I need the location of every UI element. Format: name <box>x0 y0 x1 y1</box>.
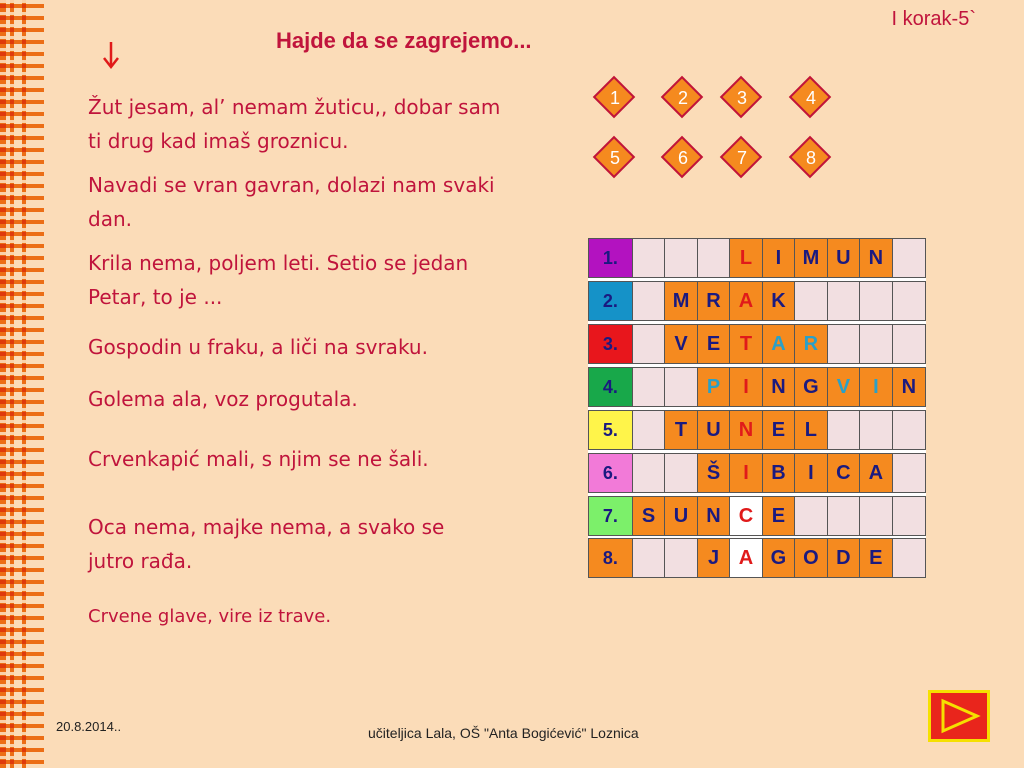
crossword-cell <box>893 411 925 449</box>
nav-button-4[interactable] <box>789 76 833 120</box>
crossword-row-number: 3. <box>589 325 633 363</box>
nav-button-label: 5 <box>609 147 620 168</box>
crossword-cell: E <box>763 411 795 449</box>
crossword-cell: A <box>763 325 795 363</box>
crossword-row-number: 1. <box>589 239 633 277</box>
crossword-cell: L <box>795 411 827 449</box>
crossword-row-6 <box>588 453 926 493</box>
step-label: I korak-5` <box>891 8 976 30</box>
crossword-cell: I <box>730 454 762 492</box>
crossword-cell: A <box>730 282 762 320</box>
crossword-cell: I <box>763 239 795 277</box>
crossword-cell <box>828 411 860 449</box>
nav-button-6[interactable] <box>661 136 705 180</box>
crossword-row-1 <box>588 238 926 278</box>
crossword-cell: N <box>860 239 892 277</box>
crossword-cell: M <box>665 282 697 320</box>
crossword-cell: A <box>860 454 892 492</box>
crossword-cell: R <box>698 282 730 320</box>
crossword-cell: N <box>730 411 762 449</box>
nav-button-1[interactable] <box>593 76 637 120</box>
crossword-cell: L <box>730 239 762 277</box>
crossword-cell: R <box>795 325 827 363</box>
crossword-cell: U <box>665 497 697 535</box>
next-button[interactable] <box>928 690 990 742</box>
crossword-cell <box>698 239 730 277</box>
crossword-row-3 <box>588 324 926 364</box>
nav-button-7[interactable] <box>720 136 764 180</box>
crossword-row-number: 8. <box>589 539 633 577</box>
page-title: Hajde da se zagrejemo... <box>276 28 532 53</box>
crossword-cell: N <box>893 368 925 406</box>
crossword-cell: E <box>860 539 892 577</box>
riddle-6: Crvenkapić mali, s njim se ne šali. <box>88 447 429 471</box>
crossword-row-number: 5. <box>589 411 633 449</box>
nav-button-3[interactable] <box>720 76 764 120</box>
crossword-cell: T <box>665 411 697 449</box>
crossword-row-7 <box>588 496 926 536</box>
crossword-row-2 <box>588 281 926 321</box>
crossword-cell <box>633 368 665 406</box>
crossword-cell <box>860 282 892 320</box>
crossword-cell: I <box>730 368 762 406</box>
crossword-cell <box>828 282 860 320</box>
riddle-3: Krila nema, poljem leti. Setio se jedan Petar, to je ... <box>88 251 469 309</box>
nav-button-label: 8 <box>805 147 816 168</box>
crossword-cell <box>633 539 665 577</box>
riddle-1: Žut jesam, al’ nemam žuticu,, dobar sam ti drug kad imaš groznicu. <box>88 95 501 153</box>
crossword-cell <box>633 239 665 277</box>
crossword-cell: Š <box>698 454 730 492</box>
crossword-cell: N <box>763 368 795 406</box>
crossword-cell: C <box>828 454 860 492</box>
crossword-cell: E <box>763 497 795 535</box>
riddle-7: Oca nema, majke nema, a svako se jutro rađa. <box>88 515 445 573</box>
crossword-cell: V <box>665 325 697 363</box>
crossword-cell <box>828 497 860 535</box>
nav-button-label: 2 <box>677 87 688 108</box>
riddle-2: Navadi se vran gavran, dolazi nam svaki dan. <box>88 173 495 231</box>
crossword-cell: A <box>730 539 762 577</box>
crossword-cell: U <box>828 239 860 277</box>
crossword-cell <box>893 325 925 363</box>
crossword-cell <box>633 411 665 449</box>
crossword-cell <box>665 539 697 577</box>
decorative-border <box>0 0 44 768</box>
nav-button-label: 1 <box>609 87 620 108</box>
crossword-cell <box>665 368 697 406</box>
crossword-cell: I <box>860 368 892 406</box>
crossword-cell <box>633 454 665 492</box>
nav-button-label: 3 <box>736 87 747 108</box>
footer-author: učiteljica Lala, OŠ "Anta Bogićević" Loznica <box>368 725 639 741</box>
crossword-cell <box>665 454 697 492</box>
crossword-row-5 <box>588 410 926 450</box>
crossword-cell <box>795 497 827 535</box>
crossword-cell <box>828 325 860 363</box>
nav-button-label: 4 <box>805 87 816 108</box>
riddle-8: Crvene glave, vire iz trave. <box>88 606 332 627</box>
nav-button-label: 7 <box>736 147 747 168</box>
crossword-cell <box>860 497 892 535</box>
crossword-row-8 <box>588 538 926 578</box>
crossword-row-number: 2. <box>589 282 633 320</box>
crossword-cell <box>860 325 892 363</box>
crossword-cell <box>633 282 665 320</box>
crossword-cell: G <box>795 368 827 406</box>
crossword-cell <box>893 539 925 577</box>
crossword-cell: U <box>698 411 730 449</box>
crossword-cell <box>665 239 697 277</box>
crossword-row-number: 4. <box>589 368 633 406</box>
nav-button-2[interactable] <box>661 76 705 120</box>
crossword-cell <box>893 282 925 320</box>
crossword-cell: K <box>763 282 795 320</box>
nav-button-label: 6 <box>677 147 688 168</box>
crossword-row-number: 7. <box>589 497 633 535</box>
crossword-grid <box>588 238 926 578</box>
crossword-cell: P <box>698 368 730 406</box>
crossword-cell <box>893 454 925 492</box>
crossword-cell: M <box>795 239 827 277</box>
crossword-row-number: 6. <box>589 454 633 492</box>
footer-date: 20.8.2014.. <box>56 719 122 734</box>
crossword-cell: O <box>795 539 827 577</box>
crossword-cell: V <box>828 368 860 406</box>
crossword-cell <box>633 325 665 363</box>
nav-button-5[interactable] <box>593 136 637 180</box>
crossword-cell: I <box>795 454 827 492</box>
crossword-cell: D <box>828 539 860 577</box>
crossword-cell: E <box>698 325 730 363</box>
play-triangle-icon <box>937 697 981 735</box>
nav-button-8[interactable] <box>789 136 833 180</box>
crossword-cell: T <box>730 325 762 363</box>
crossword-cell: J <box>698 539 730 577</box>
crossword-cell <box>860 411 892 449</box>
crossword-cell: N <box>698 497 730 535</box>
crossword-cell <box>893 239 925 277</box>
crossword-cell <box>893 497 925 535</box>
crossword-row-4 <box>588 367 926 407</box>
riddle-4: Gospodin u fraku, a liči na svraku. <box>88 335 428 359</box>
crossword-cell: S <box>633 497 665 535</box>
riddle-5: Golema ala, voz progutala. <box>88 387 358 411</box>
crossword-cell: B <box>763 454 795 492</box>
crossword-cell: G <box>763 539 795 577</box>
crossword-cell: C <box>730 497 762 535</box>
down-arrow-icon[interactable] <box>101 40 121 70</box>
crossword-cell <box>795 282 827 320</box>
